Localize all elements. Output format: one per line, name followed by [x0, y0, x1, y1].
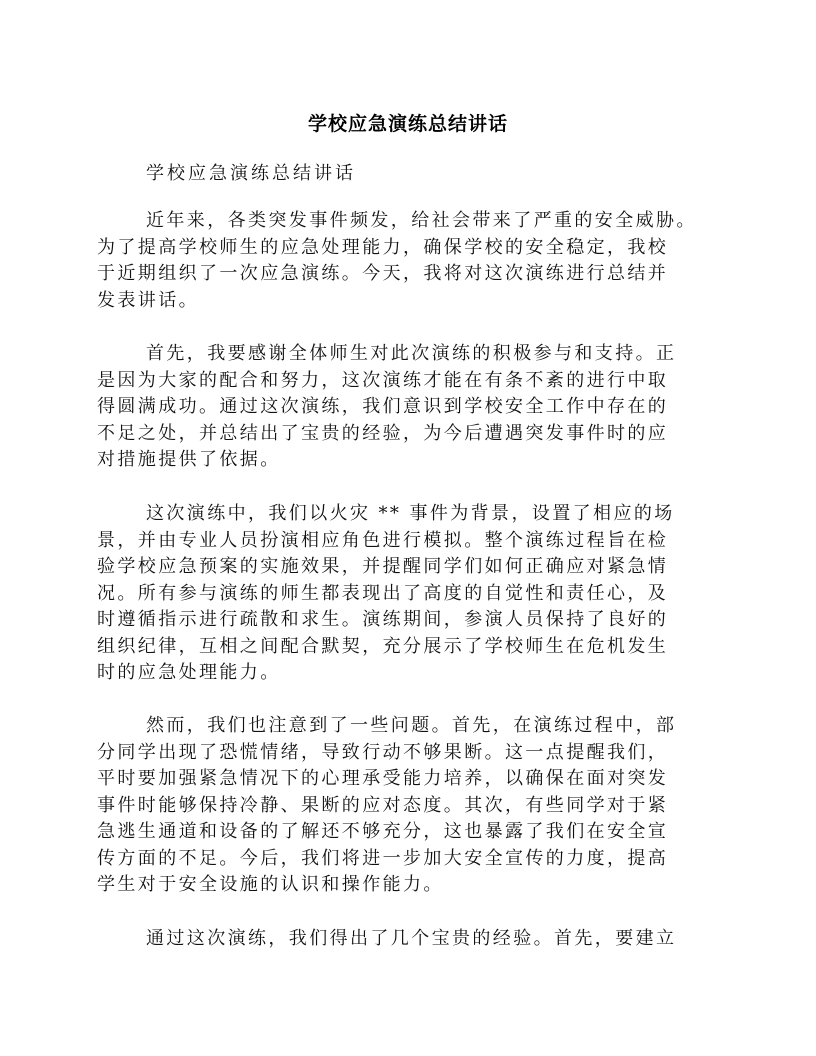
paragraph-line: 况。所有参与演练的师生都表现出了高度的自觉性和责任心，及 — [97, 582, 669, 604]
paragraph-line: 然而，我们也注意到了一些问题。首先，在演练过程中，部 — [146, 715, 677, 736]
paragraph-line: 于近期组织了一次应急演练。今天，我将对这次演练进行总结并 — [97, 263, 669, 284]
paragraph-line: 急逃生通道和设备的了解还不够充分，这也暴露了我们在安全宣 — [97, 821, 669, 842]
paragraph-line: 事件时能够保持冷静、果断的应对态度。其次，有些同学对于紧 — [97, 794, 669, 816]
paragraph-line: 近年来，各类突发事件频发，给社会带来了严重的安全威胁。 — [146, 210, 697, 231]
paragraph-line: 分同学出现了恐慌情绪，导致行动不够果断。这一点提醒我们， — [97, 741, 669, 763]
paragraph-line: 为了提高学校师生的应急处理能力，确保学校的安全稳定，我校 — [97, 236, 669, 258]
paragraph-line: 是因为大家的配合和努力，这次演练才能在有条不紊的进行中取 — [97, 369, 669, 391]
paragraph-2 — [97, 341, 717, 474]
paragraph-line: 通过这次演练，我们得出了几个宝贵的经验。首先，要建立 — [146, 928, 677, 949]
paragraph-line: 时的应急处理能力。 — [97, 662, 281, 683]
paragraph-line: 传方面的不足。今后，我们将进一步加大安全宣传的力度，提高 — [97, 847, 669, 869]
paragraph-line: 验学校应急预案的实施效果，并提醒同学们如何正确应对紧急情 — [97, 556, 669, 577]
paragraph-line: 首先，我要感谢全体师生对此次演练的积极参与和支持。正 — [146, 343, 677, 364]
paragraph-line: 这次演练中，我们以火灾 ** 事件为背景，设置了相应的场 — [146, 503, 675, 524]
paragraph-line: 对措施提供了依据。 — [97, 449, 281, 470]
paragraph-5 — [97, 926, 717, 953]
paragraph-line: 得圆满成功。通过这次演练，我们意识到学校安全工作中存在的 — [97, 396, 669, 417]
paragraph-line: 平时要加强紧急情况下的心理承受能力培养，以确保在面对突发 — [97, 768, 669, 789]
document-title: 学校应急演练总结讲话 — [307, 113, 508, 135]
paragraph-line: 组织纪律，互相之间配合默契，充分展示了学校师生在危机发生 — [97, 635, 669, 657]
paragraph-4 — [97, 713, 717, 899]
document-subtitle: 学校应急演练总结讲话 — [146, 163, 356, 184]
paragraph-3 — [97, 501, 717, 687]
paragraph-line: 学生对于安全设施的认识和操作能力。 — [97, 874, 444, 895]
paragraph-line: 景，并由专业人员扮演相应角色进行模拟。整个演练过程旨在检 — [97, 529, 669, 551]
paragraph-line: 时遵循指示进行疏散和求生。演练期间，参演人员保持了良好的 — [97, 609, 669, 630]
paragraph-1 — [97, 208, 717, 314]
paragraph-line: 不足之处，并总结出了宝贵的经验，为今后遭遇突发事件时的应 — [97, 422, 669, 444]
paragraph-line: 发表讲话。 — [97, 289, 199, 311]
